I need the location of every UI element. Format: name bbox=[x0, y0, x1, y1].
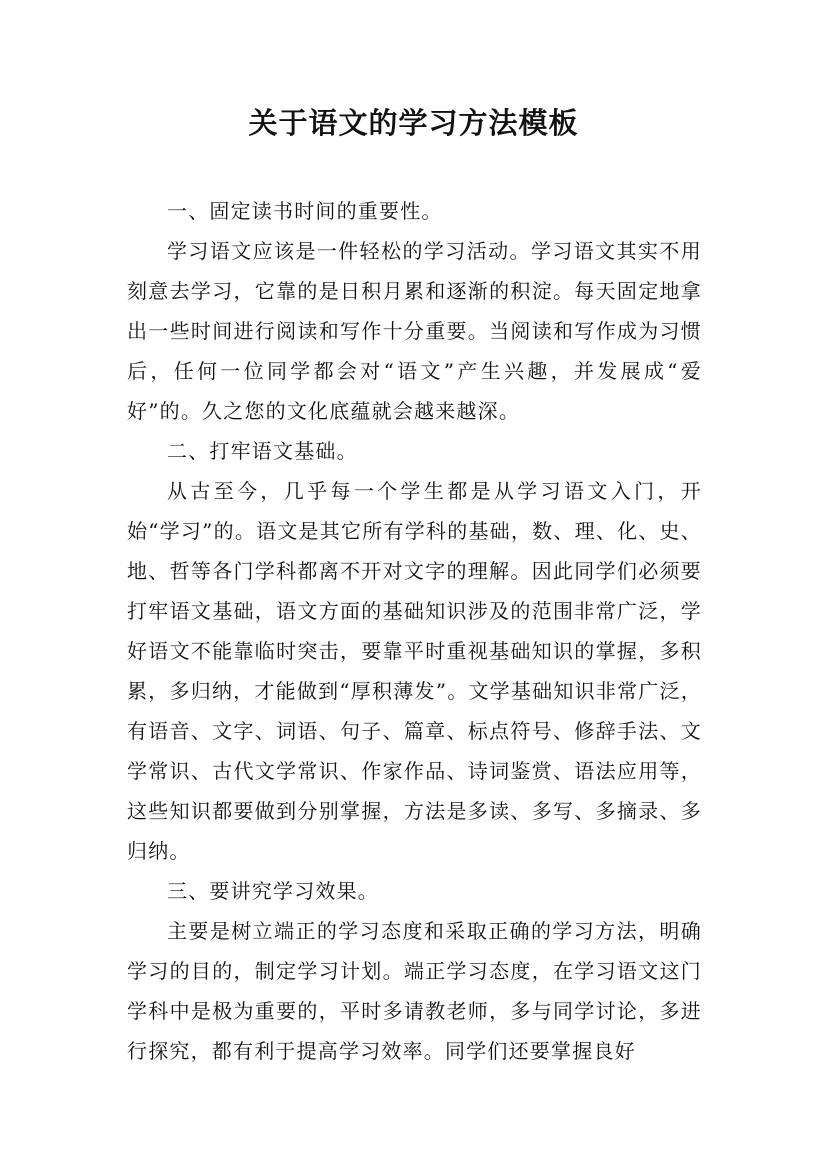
section-heading-2: 二、打牢语文基础。 bbox=[167, 439, 358, 463]
document-body bbox=[127, 191, 702, 1071]
section-heading-1: 一、固定读书时间的重要性。 bbox=[167, 199, 443, 223]
document-title: 关于语文的学习方法模板 bbox=[248, 106, 579, 140]
paragraph-1: 学习语文应该是一件轻松的学习活动。学习语文其实不用刻意去学习，它靠的是日积月累和逐渐的积淀。每天固定地拿出一些时间进行阅读和写作十分重要。当阅读和写作成为习惯后，任何一位同学都会对“语文”产生兴趣，并发展成“爱好”的。久之您的文化底蕴就会越来越深。 bbox=[127, 239, 702, 423]
section-heading-3: 三、要讲究学习效果。 bbox=[167, 879, 379, 903]
paragraph-3: 主要是树立端正的学习态度和采取正确的学习方法，明确学习的目的，制定学习计划。端正学习态度，在学习语文这门学科中是极为重要的，平时多请教老师，多与同学讨论，多进行探究，都有利于提高学习效率。同学们还要掌握良好 bbox=[127, 919, 702, 1063]
paragraph-2: 从古至今，几乎每一个学生都是从学习语文入门，开始“学习”的。语文是其它所有学科的基础，数、理、化、史、地、哲等各门学科都离不开对文字的理解。因此同学们必须要打牢语文基础，语文方面的基础知识涉及的范围非常广泛，学好语文不能靠临时突击，要靠平时重视基础知识的掌握，多积累，多归纳，才能做到“厚积薄发”。文学基础知识非常广泛，有语音、文字、词语、句子、篇章、标点符号、修辞手法、文学常识、古代文学常识、作家作品、诗词鉴赏、语法应用等，这些知识都要做到分别掌握，方法是多读、多写、多摘录、多归纳。 bbox=[127, 479, 702, 863]
